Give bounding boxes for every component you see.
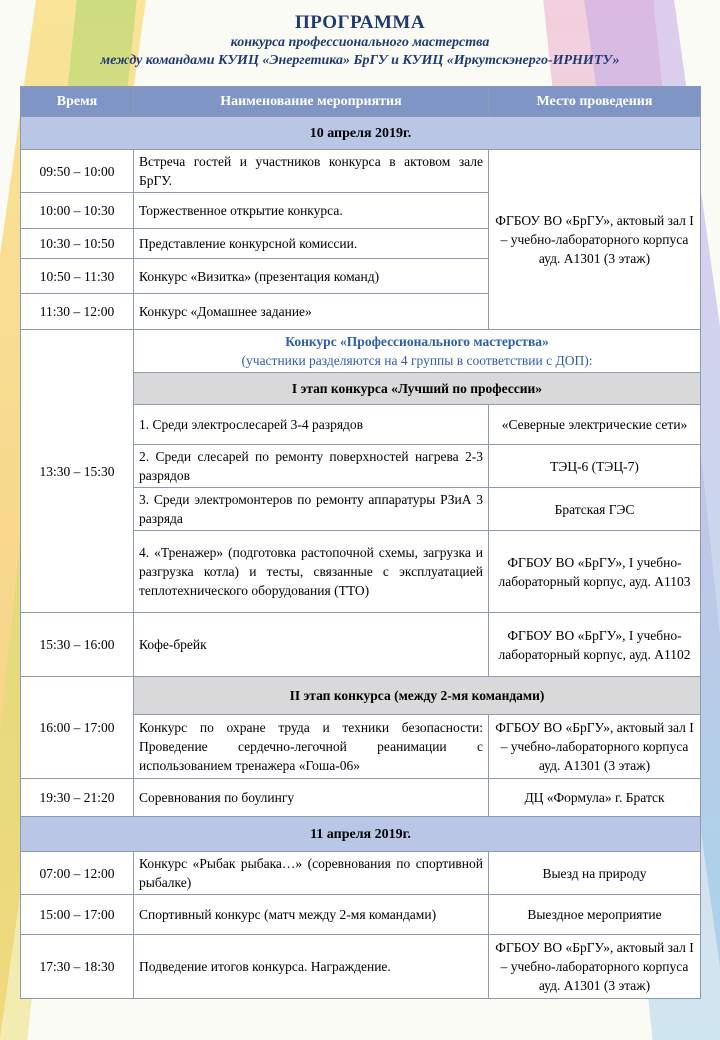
time-cell: 13:30 – 15:30 (21, 330, 134, 613)
column-header-time: Время (21, 87, 134, 117)
event-cell: Конкурс «Рыбак рыбака…» (соревнования по спортивной рыбалке) (134, 852, 489, 895)
time-cell: 16:00 – 17:00 (21, 677, 134, 779)
schedule-table (20, 86, 701, 999)
table-row (21, 852, 701, 895)
day-row (21, 117, 701, 150)
place-cell: ДЦ «Формула» г. Братск (489, 779, 701, 817)
place-cell: Выезд на природу (489, 852, 701, 895)
event-cell: Конкурс «Домашнее задание» (134, 294, 489, 330)
table-row (21, 330, 701, 373)
event-cell: 1. Среди электрослесарей 3-4 разрядов (134, 405, 489, 445)
column-header-place: Место проведения (489, 87, 701, 117)
table-row (21, 677, 701, 715)
day-row (21, 817, 701, 852)
stage-1-heading: I этап конкурса «Лучший по профессии» (134, 373, 701, 405)
event-cell: Подведение итогов конкурса. Награждение. (134, 935, 489, 999)
place-cell: ФГБОУ ВО «БрГУ», актовый зал I – учебно-лабораторного корпуса ауд. А1301 (3 этаж) (489, 715, 701, 779)
event-cell: 3. Среди электромонтеров по ремонту аппаратуры РЗиА 3 разряда (134, 488, 489, 531)
place-cell: ФГБОУ ВО «БрГУ», актовый зал I – учебно-лабораторного корпуса ауд. А1301 (3 этаж) (489, 150, 701, 330)
time-cell: 10:30 – 10:50 (21, 229, 134, 259)
day-label: 11 апреля 2019г. (21, 817, 701, 852)
place-cell: «Северные электрические сети» (489, 405, 701, 445)
time-cell: 19:30 – 21:20 (21, 779, 134, 817)
contest-note: (участники разделяются на 4 группы в соответствии с ДОП): (241, 353, 593, 368)
column-header-event: Наименование мероприятия (134, 87, 489, 117)
stage-2-heading: II этап конкурса (между 2-мя командами) (134, 677, 701, 715)
event-cell: Спортивный конкурс (матч между 2-мя командами) (134, 895, 489, 935)
place-cell: ФГБОУ ВО «БрГУ», I учебно-лабораторный корпус, ауд. А1103 (489, 531, 701, 613)
document-header (0, 12, 720, 70)
place-cell: Выездное мероприятие (489, 895, 701, 935)
contest-heading (134, 330, 701, 373)
table-row (21, 935, 701, 999)
place-cell: ФГБОУ ВО «БрГУ», актовый зал I – учебно-лабораторного корпуса ауд. А1301 (3 этаж) (489, 935, 701, 999)
time-cell: 10:50 – 11:30 (21, 259, 134, 294)
event-cell: Торжественное открытие конкурса. (134, 193, 489, 229)
subtitle-line-1: конкурса профессионального мастерства (230, 35, 490, 50)
event-cell: 4. «Тренажер» (подготовка растопочной схемы, загрузка и разгрузка котла) и тесты, связанные с эксплуатацией теплотехнического оборудования (ТТО) (134, 531, 489, 613)
time-cell: 15:00 – 17:00 (21, 895, 134, 935)
subtitle-line-2: между командами КУИЦ «Энергетика» БрГУ и КУИЦ «Иркутскэнерго-ИРНИТУ» (100, 53, 620, 68)
place-cell: ТЭЦ-6 (ТЭЦ-7) (489, 445, 701, 488)
table-row (21, 613, 701, 677)
place-cell: Братская ГЭС (489, 488, 701, 531)
day-label: 10 апреля 2019г. (21, 117, 701, 150)
time-cell: 17:30 – 18:30 (21, 935, 134, 999)
time-cell: 07:00 – 12:00 (21, 852, 134, 895)
table-row (21, 150, 701, 193)
event-cell: Кофе-брейк (134, 613, 489, 677)
event-cell: Встреча гостей и участников конкурса в актовом зале БрГУ. (134, 150, 489, 193)
event-cell: Соревнования по боулингу (134, 779, 489, 817)
contest-title: Конкурс «Профессионального мастерства» (285, 334, 549, 349)
place-cell: ФГБОУ ВО «БрГУ», I учебно-лабораторный корпус, ауд. А1102 (489, 613, 701, 677)
time-cell: 15:30 – 16:00 (21, 613, 134, 677)
time-cell: 11:30 – 12:00 (21, 294, 134, 330)
table-row (21, 895, 701, 935)
table-header-row (21, 87, 701, 117)
table-row (21, 779, 701, 817)
page-title: ПРОГРАММА (294, 12, 426, 33)
time-cell: 10:00 – 10:30 (21, 193, 134, 229)
time-cell: 09:50 – 10:00 (21, 150, 134, 193)
event-cell: 2. Среди слесарей по ремонту поверхностей нагрева 2-3 разрядов (134, 445, 489, 488)
event-cell: Представление конкурсной комиссии. (134, 229, 489, 259)
event-cell: Конкурс по охране труда и техники безопасности: Проведение сердечно-легочной реанимации с использованием тренажера «Гоша-06» (134, 715, 489, 779)
event-cell: Конкурс «Визитка» (презентация команд) (134, 259, 489, 294)
